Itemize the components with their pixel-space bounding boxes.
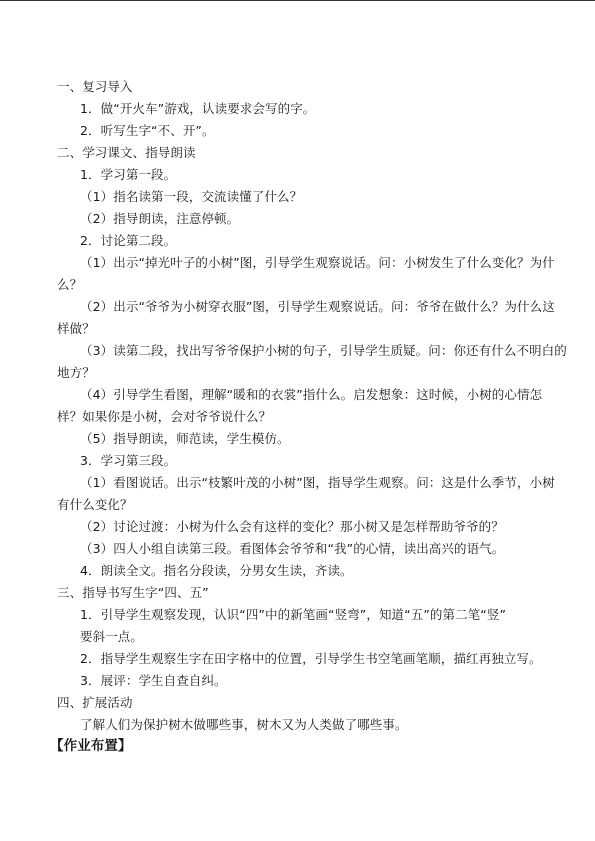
- study-step-2-sub-3: （3）读第二段，找出写爷爷保护小树的句子，引导学生质疑。问：你还有什么不明白的: [80, 343, 567, 358]
- study-step-3-sub-1: （1）看图说话。出示“枝繁叶茂的小树”图，指导学生观察。问：这是什么季节，小树: [80, 475, 555, 490]
- study-step-2-sub-4: （4）引导学生看图，理解“暖和的衣裳”指什么。启发想象：这时候，小树的心情怎: [80, 387, 543, 402]
- study-step-1: 1．学习第一段。: [80, 167, 177, 182]
- study-step-4: 4．朗读全文。指名分段读，分男女生读，齐读。: [80, 563, 353, 578]
- study-step-2-sub-2: （2）出示“爷爷为小树穿衣服”图，引导学生观察说话。问：爷爷在做什么？为什么这: [80, 299, 555, 314]
- extension-item: 了解人们为保护树木做哪些事，树木又为人类做了哪些事。: [80, 717, 408, 732]
- study-step-2: 2．讨论第二段。: [80, 233, 177, 248]
- section-heading-review: 一、复习导入: [57, 79, 133, 94]
- study-step-1-sub-2: （2）指导朗读，注意停顿。: [80, 211, 240, 226]
- review-item-2: 2．听写生字“不、开”。: [80, 123, 215, 138]
- homework-heading: 【作业布置】: [50, 738, 132, 754]
- section-heading-writing: 三、指导书写生字“四、五”: [57, 585, 209, 600]
- study-step-2-sub-2-cont: 样做？: [57, 321, 95, 336]
- study-step-2-sub-4-cont: 样？如果你是小树，会对爷爷说什么？: [57, 409, 272, 424]
- study-step-1-sub-1: （1）指名读第一段，交流读懂了什么？: [80, 189, 303, 204]
- writing-item-3: 3．展评：学生自查自纠。: [80, 673, 227, 688]
- study-step-3-sub-2: （2）讨论过渡：小树为什么会有这样的变化？那小树又是怎样帮助爷爷的？: [80, 519, 504, 534]
- review-item-1: 1．做“开火车”游戏，认读要求会写的字。: [80, 101, 316, 116]
- writing-item-2: 2．指导学生观察生字在田字格中的位置，引导学生书空笔画笔顺，描红再独立写。: [80, 651, 542, 666]
- study-step-2-sub-1-cont: 么？: [57, 277, 83, 292]
- section-heading-study: 二、学习课文、指导朗读: [57, 145, 196, 160]
- study-step-3-sub-1-cont: 有什么变化？: [57, 497, 133, 512]
- page-top-border: [0, 0, 595, 1]
- study-step-2-sub-5: （5）指导朗读，师范读，学生模仿。: [80, 431, 290, 446]
- section-heading-extension: 四、扩展活动: [57, 695, 133, 710]
- study-step-2-sub-3-cont: 地方？: [57, 365, 95, 380]
- writing-item-1-cont: 要斜一点。: [80, 629, 144, 644]
- study-step-3-sub-3: （3）四人小组自读第三段。看图体会爷爷和“我”的心情，读出高兴的语气。: [80, 541, 505, 556]
- study-step-2-sub-1: （1）出示“掉光叶子的小树”图，引导学生观察说话。问：小树发生了什么变化？为什: [80, 255, 555, 270]
- study-step-3: 3．学习第三段。: [80, 453, 177, 468]
- writing-item-1: 1．引导学生观察发现，认识“四”中的新笔画“竖弯”，知道“五”的第二笔“竖”: [80, 607, 507, 622]
